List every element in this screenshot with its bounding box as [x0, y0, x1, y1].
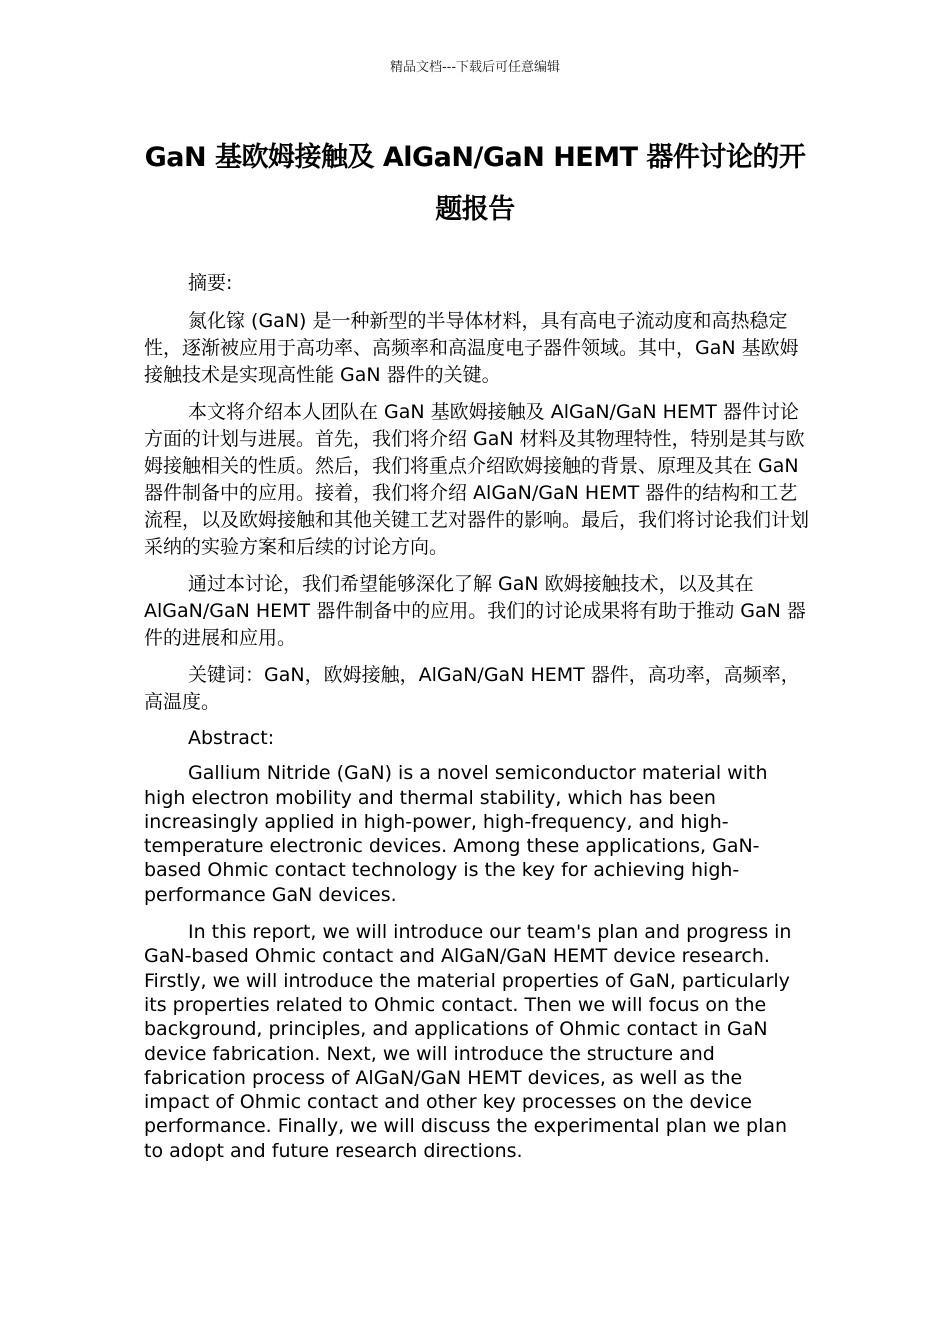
abstract-cn-paragraph-2: 本文将介绍本人团队在 GaN 基欧姆接触及 AlGaN/GaN HEMT 器件讨论方面的计划与进展。首先，我们将介绍 GaN 材料及其物理特性，特别是其与欧姆接触相关的性质。然后，我们将重点介绍欧姆接触的背景、原理及其在 GaN 器件制备中的应用。接着，我们将介绍 AlGaN/GaN HEMT 器件的结构和工艺流程，以及欧姆接触和其他关键工艺对器件的影响。最后，我们将讨论我们计划采纳的实验方案和后续的讨论方向。: [144, 401, 810, 558]
abstract-cn-label: 摘要:: [188, 272, 233, 294]
page-header: 精品文档---下载后可任意编辑: [389, 60, 561, 75]
document-title: GaN 基欧姆接触及 AlGaN/GaN HEMT 器件讨论的开题报告: [144, 142, 806, 225]
document-body: [144, 270, 810, 1176]
keywords-paragraph: 关键词：GaN，欧姆接触，AlGaN/GaN HEMT 器件，高功率，高频率，高温度。: [144, 664, 800, 713]
abstract-en-label: Abstract:: [188, 727, 275, 749]
abstract-cn-paragraph-3: 通过本讨论，我们希望能够深化了解 GaN 欧姆接触技术，以及其在 AlGaN/GaN HEMT 器件制备中的应用。我们的讨论成果将有助于推动 GaN 器件的进展和应用。: [144, 573, 806, 649]
abstract-en-paragraph-2: In this report, we will introduce our team's plan and progress in GaN-based Ohmic contact and AlGaN/GaN HEMT device research. Firstly, we will introduce the material properties of GaN, particularly its properties related to Ohmic contact. Then we will focus on the background, principles, and applications of Ohmic contact in GaN device fabrication. Next, we will introduce the structure and fabrication process of AlGaN/GaN HEMT devices, as well as the impact of Ohmic contact and other key processes on the device performance. Finally, we will discuss the experimental plan we plan to adopt and future research directions.: [144, 921, 792, 1162]
abstract-en-paragraph-1: Gallium Nitride (GaN) is a novel semiconductor material with high electron mobility and thermal stability, which has been increasingly applied in high-power, high-frequency, and high-temperature electronic devices. Among these applications, GaN-based Ohmic contact technology is the key for achieving high-performance GaN devices.: [144, 762, 768, 906]
abstract-cn-paragraph-1: 氮化镓 (GaN) 是一种新型的半导体材料，具有高电子流动度和高热稳定性，逐渐被应用于高功率、高频率和高温度电子器件领域。其中，GaN 基欧姆接触技术是实现高性能 GaN 器件的关键。: [144, 310, 799, 386]
